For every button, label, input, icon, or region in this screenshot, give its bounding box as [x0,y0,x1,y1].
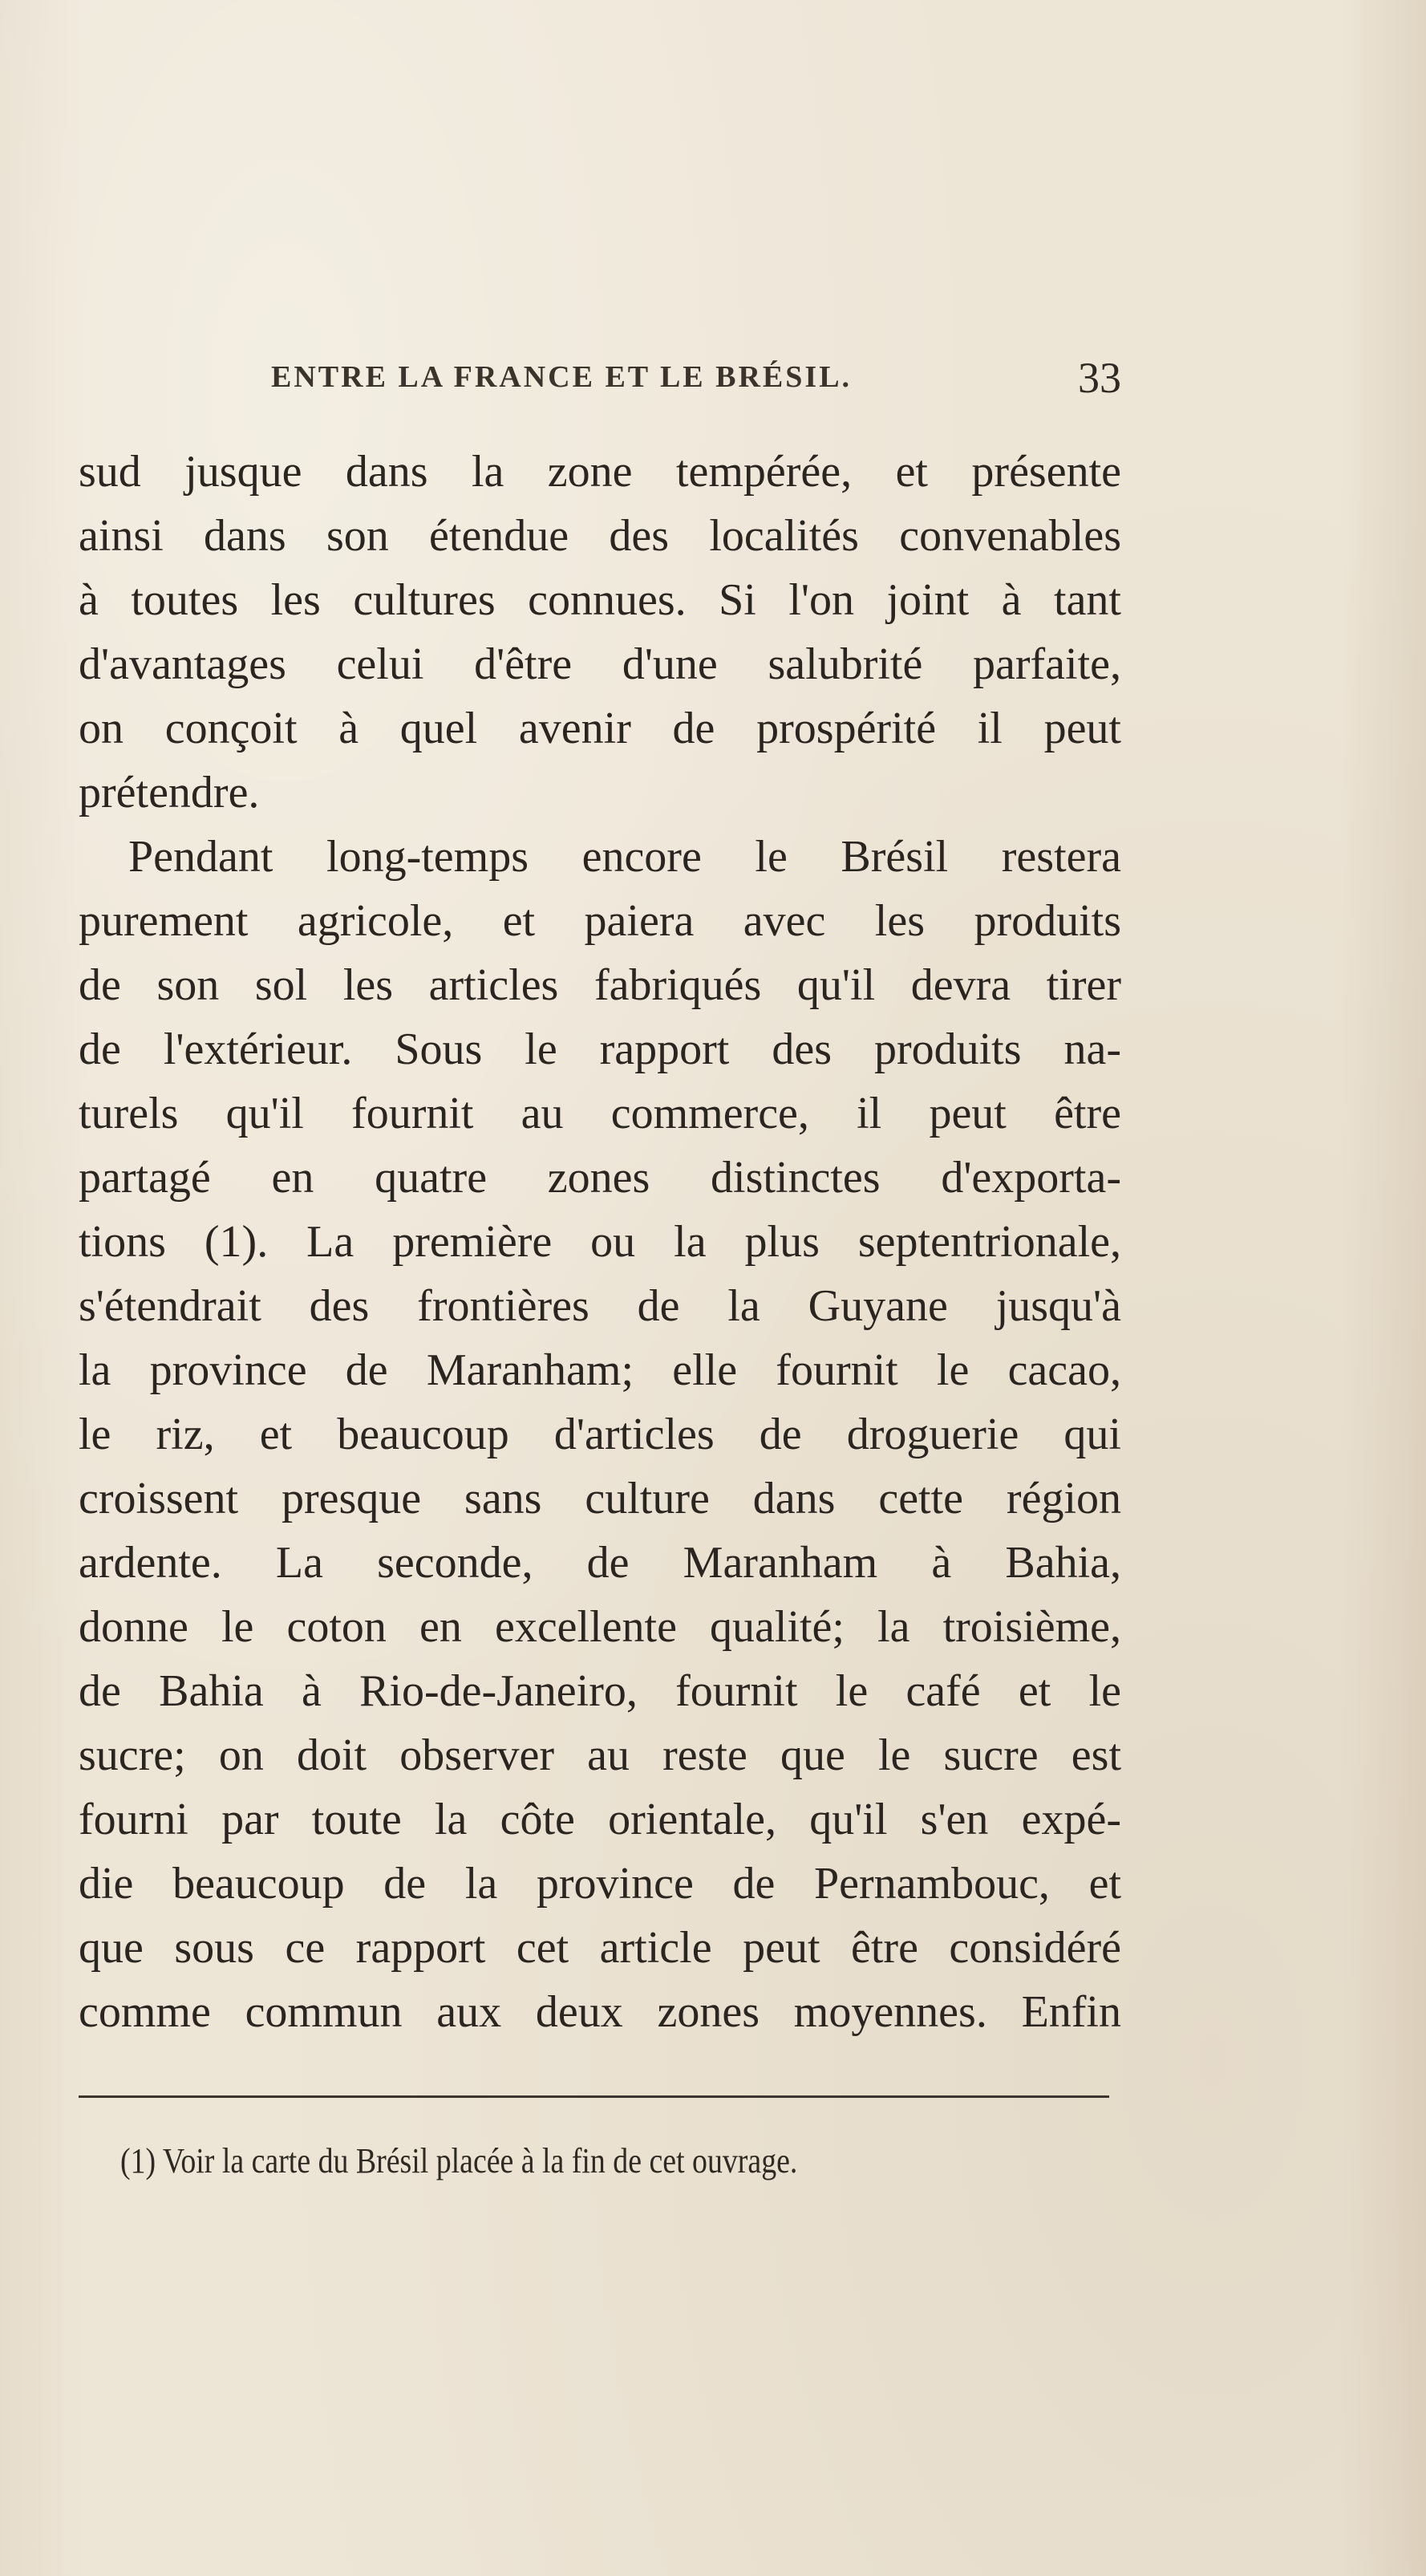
text-line: turels qu'il fournit au commerce, il peut être [79,1089,1121,1138]
footnote-divider [79,2095,1109,2098]
text-line: prétendre. [79,768,260,817]
running-title: ENTRE LA FRANCE ET LE BRÉSIL. [271,360,853,394]
body-text [79,440,1121,2044]
text-line: comme commun aux deux zones moyennes. Enfin [79,1987,1121,2037]
text-line: la province de Maranham; elle fournit le cacao, [79,1345,1121,1395]
text-line: sud jusque dans la zone tempérée, et présente [79,447,1121,497]
text-line: die beaucoup de la province de Pernambouc, et [79,1859,1121,1909]
page-number: 33 [1078,354,1121,402]
text-line: donne le coton en excellente qualité; la troisième, [79,1602,1121,1652]
text-line: croissent presque sans culture dans cette région [79,1474,1121,1523]
text-line: d'avantages celui d'être d'une salubrité parfaite, [79,639,1121,689]
running-head [271,353,1121,401]
text-line: ardente. La seconde, de Maranham à Bahia, [79,1538,1121,1588]
text-line: que sous ce rapport cet article peut être considéré [79,1923,1121,1973]
text-line: s'étendrait des frontières de la Guyane jusqu'à [79,1281,1121,1331]
text-line: fourni par toute la côte orientale, qu'il s'en expé- [79,1795,1121,1844]
text-line: le riz, et beaucoup d'articles de droguerie qui [79,1410,1121,1459]
text-line: partagé en quatre zones distinctes d'exporta- [79,1153,1121,1203]
text-line: on conçoit à quel avenir de prospérité il peut [79,704,1121,753]
text-line: de Bahia à Rio-de-Janeiro, fournit le café et le [79,1666,1121,1716]
text-line: ainsi dans son étendue des localités convenables [79,511,1121,561]
paragraph-first-line: Pendant long-temps encore le Brésil restera [128,832,1121,882]
text-line: sucre; on doit observer au reste que le sucre est [79,1730,1121,1780]
text-line: de l'extérieur. Sous le rapport des produits na- [79,1024,1121,1074]
text-line: tions (1). La première ou la plus septentrionale, [79,1217,1121,1267]
text-line: de son sol les articles fabriqués qu'il devra tirer [79,960,1121,1010]
text-line: purement agricole, et paiera avec les produits [79,896,1121,946]
text-line: à toutes les cultures connues. Si l'on joint à tant [79,575,1121,625]
footnote: (1) Voir la carte du Brésil placée à la fin de cet ouvrage. [120,2141,798,2180]
